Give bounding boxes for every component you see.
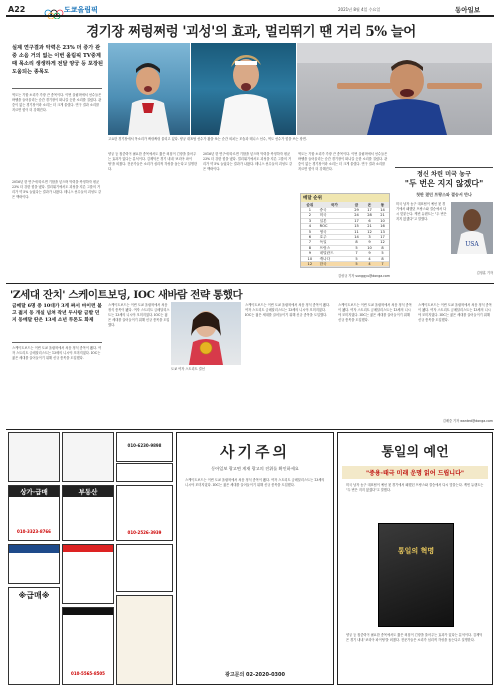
medal-cell: 한국: [319, 262, 350, 267]
medal-cell: 28: [363, 213, 376, 218]
second-body-col4: 스케이트보드는 이번 도쿄 올림픽에서 처음 정식 종목이 됐다. 여자 스트리트 금메달리스트는 13세의 니시야 모미지였다. IOC는 젊은 세대를 끌어들이기 위해 신규 종목을 도입했다.: [338, 303, 412, 322]
medal-cell: 14: [350, 235, 363, 240]
skateboarder-photo: [171, 302, 241, 365]
medal-cell: 5: [350, 262, 363, 267]
book-ad-title: 통일의 예언: [381, 445, 449, 460]
medal-cell: 일본: [319, 218, 350, 223]
paper-name: 동아일보: [455, 6, 481, 14]
lead-divider: [12, 88, 102, 89]
medal-cell: 21: [363, 224, 376, 229]
medal-cell: 12: [301, 262, 319, 267]
medal-table-grid: [301, 202, 389, 267]
medal-cell: 7: [301, 240, 319, 245]
medal-cell: 1: [301, 208, 319, 213]
medal-cell: 8: [376, 245, 389, 250]
side-byline: 김정훈 기자: [476, 271, 493, 275]
medal-cell: 5: [301, 229, 319, 234]
medal-cell: 5: [350, 256, 363, 261]
side-headline: 정신 차린 미국 농구: [416, 171, 472, 178]
medal-cell: 네덜란드: [319, 251, 350, 256]
real-estate-ad-1-phone: 010-3323-8766: [17, 529, 51, 534]
book-cover-image: [378, 523, 454, 627]
medal-cell: 3: [363, 235, 376, 240]
classified-ad-4: [116, 463, 173, 482]
second-lead-divider: [12, 342, 102, 343]
medal-cell: 5: [350, 245, 363, 250]
medal-cell: 8: [350, 240, 363, 245]
archer-photo: [108, 43, 190, 135]
side-body: 미국 남자 농구 대표팀이 예선 첫 경기에서 패했던 프랑스와 결승에서 다시 맞붙는다. 케빈 듀랜트는 "두 번은 지지 않겠다"고 말했다.: [396, 202, 447, 221]
masthead-rule: [6, 15, 494, 17]
medal-header-cell: 은: [367, 202, 372, 207]
classified-ad-3-phone: 010-6230-9898: [127, 443, 162, 448]
svg-text:USA: USA: [465, 241, 479, 248]
main-body-col5: 역도는 기합 소리가 가장 큰 종목이다. 이번 올림픽에서 선수들은 바벨을 들어올리는 순간 경기장이 떠나갈 듯한 소리를 질렀다. 관중이 없는 경기장이라 소리는 더 크게 울렸다. 연구 결과 소리를 지르면 힘이 더 강해진다.: [298, 152, 388, 171]
medal-cell: 독일: [319, 240, 350, 245]
ads-rule: [6, 429, 494, 430]
real-estate-ad-1-title: 상가·급매: [9, 486, 59, 497]
fraud-warning-body: 스케이트보드는 이번 도쿄 올림픽에서 처음 정식 종목이 됐다. 여자 스트리트 금메달리스트는 13세의 니시야 모미지였다. IOC는 젊은 세대를 끌어들이기 위해 신규 종목을 도입했다.: [185, 478, 325, 487]
medal-cell: 5: [376, 251, 389, 256]
medal-cell: 4: [301, 224, 319, 229]
classified-ad-2: [62, 432, 114, 482]
real-estate-ad-2-title: 부동산: [63, 486, 113, 497]
main-lead: 실제 연구결과 악력은 23% 더 증가 관중 소음 거의 없는 이번 올림픽 TV중계 때 목소리 생생하게 전달 양궁 등 포장된 도움되는 종목도: [12, 45, 104, 75]
classified-ad-8: [116, 595, 173, 685]
basketball-player-photo: [451, 202, 493, 254]
medal-header-cell: 순위: [306, 202, 314, 207]
medal-cell: 9: [301, 251, 319, 256]
second-story-rule: [6, 283, 494, 284]
medal-cell: 14: [376, 208, 389, 213]
issue-date: 2021년 8월 4일 수요일: [338, 7, 381, 12]
section-label: 도쿄올림픽: [64, 6, 98, 14]
medal-cell: 7: [376, 262, 389, 267]
medal-cell: 3: [301, 218, 319, 223]
medal-cell: 4: [363, 262, 376, 267]
main-photo-caption: 고요한 경기장에서 목소리가 쩌렁쩌렁 울리고 있다. 양궁 대표팀 선수가 활을 쏘는 순간 외치는 모습과 테니스 선수, 역도 선수가 힘을 쓰는 장면.: [108, 137, 307, 141]
medal-cell: ROC: [319, 224, 350, 229]
medal-row: [301, 262, 389, 267]
real-estate-ad-2: [62, 485, 114, 541]
medal-cell: 17: [376, 235, 389, 240]
fraud-warning-ad: [176, 432, 334, 685]
real-estate-ad-3: [116, 485, 173, 541]
medal-cell: 4: [363, 256, 376, 261]
main-body-col1: 역도는 기합 소리가 가장 큰 종목이다. 이번 올림픽에서 선수들은 바벨을 들어올리는 순간 경기장이 떠나갈 듯한 소리를 질렀다. 관중이 없는 경기장이라 소리는 더 크게 울렸다. 연구 결과 소리를 지르면 힘이 더 강해진다.: [12, 93, 102, 112]
medal-cell: 6: [301, 235, 319, 240]
medal-header-cell: 금: [354, 202, 359, 207]
classified-ad-5: [62, 544, 114, 604]
medal-cell: 호주: [319, 235, 350, 240]
second-lead: 금메달 6명 중 10대가 3게 짜서 마이런 불고 젊지 동 개실 넘쳐 작년 두사람 금발 던지 동메달 딴은 13세 소년 투톤도 화제: [12, 303, 102, 324]
medal-cell: 10: [363, 245, 376, 250]
medal-header-cell: 국가: [330, 202, 338, 207]
classified-ad-3: [116, 432, 173, 462]
second-body-col3: 스케이트보드는 이번 도쿄 올림픽에서 처음 정식 종목이 됐다. 여자 스트리트 금메달리스트는 13세의 니시야 모미지였다. IOC는 젊은 세대를 끌어들이기 위해 신규 종목을 도입했다.: [245, 303, 331, 317]
side-subheadline: "두 번은 지지 않겠다": [404, 178, 484, 188]
medal-cell: 9: [363, 251, 376, 256]
medal-cell: 10: [301, 256, 319, 261]
medal-cell: 10: [376, 218, 389, 223]
medal-cell: 29: [350, 208, 363, 213]
book-ad: [337, 432, 493, 685]
weightlifter-photo: [297, 43, 492, 135]
side-story-rule: [395, 167, 493, 168]
medal-table-title: 메달 순위: [301, 194, 389, 202]
classified-ad-1: [8, 432, 60, 482]
main-byline: 김성규 기자 sunggyu@donga.com: [337, 274, 390, 278]
second-body-col5: 스케이트보드는 이번 도쿄 올림픽에서 처음 정식 종목이 됐다. 여자 스트리트 금메달리스트는 13세의 니시야 모미지였다. IOC는 젊은 세대를 끌어들이기 위해 신규 종목을 도입했다.: [418, 303, 492, 322]
medal-cell: 8: [301, 245, 319, 250]
medal-cell: 미국: [319, 213, 350, 218]
medal-cell: 24: [350, 213, 363, 218]
medal-cell: 6: [363, 218, 376, 223]
book-ad-footer: 양궁 등 집중력이 필요한 종목에서도 짧은 외침이 긴장을 풀어주는 효과가 있다는 분석이다. 김제덕은 경기 내내 '코리아 파이팅'을 외쳤다. 전문가들은 소리가 심리적 각성을 돕는다고 설명한다.: [346, 633, 483, 642]
medal-header-cell: 동: [380, 202, 385, 207]
second-photo-caption: 도쿄 여자 스트리트 결선: [171, 367, 205, 371]
medal-cell: 16: [376, 224, 389, 229]
real-estate-ad-1: [8, 485, 60, 541]
medal-cell: 7: [350, 251, 363, 256]
tennis-player-photo: [191, 43, 296, 135]
book-ad-sub: "중용·태극 미래 운명 읽어 드립니다": [342, 466, 488, 479]
second-headline: 'Z세대 잔치' 스케이트보딩, IOC 새바람 전략 통했다: [10, 289, 243, 301]
book-ad-body: 미국 남자 농구 대표팀이 예선 첫 경기에서 패했던 프랑스와 결승에서 다시 맞붙는다. 케빈 듀랜트는 "두 번은 지지 않겠다"고 말했다.: [346, 483, 484, 492]
medal-cell: 12: [363, 229, 376, 234]
medal-table: [300, 193, 390, 268]
fraud-warning-title: 사기주의: [220, 443, 290, 461]
main-body-col2: 2016년 한 연구에 따르면 기합을 넣으며 악력을 측정하자 평균 23% 더 강한 힘을 냈다. 멀리뛰기에서도 괴성을 지른 그룹의 거리가 약 5% 늘었다는 결과가 나왔다. 테니스 선수들의 괴성도 같은 맥락이다.: [12, 180, 102, 199]
main-body-col3: 양궁 등 집중력이 필요한 종목에서도 짧은 외침이 긴장을 풀어주는 효과가 있다는 분석이다. 김제덕은 경기 내내 '코리아 파이팅'을 외쳤다. 전문가들은 소리가 심리적 각성을 돕는다고 설명한다.: [108, 152, 198, 171]
medal-cell: 17: [363, 208, 376, 213]
medal-cell: 영국: [319, 229, 350, 234]
medal-cell: 21: [376, 213, 389, 218]
book-cover-title: 통일의 혁명: [397, 547, 435, 555]
medal-cell: 캐나다: [319, 256, 350, 261]
medal-cell: 프랑스: [319, 245, 350, 250]
medal-cell: 8: [376, 256, 389, 261]
page-number: A22: [8, 5, 26, 14]
second-body-col1: 스케이트보드는 이번 도쿄 올림픽에서 처음 정식 종목이 됐다. 여자 스트리트 금메달리스트는 13세의 니시야 모미지였다. IOC는 젊은 세대를 끌어들이기 위해 신규 종목을 도입했다.: [12, 346, 102, 360]
medal-cell: 중국: [319, 208, 350, 213]
urgent-sale-ad: [8, 587, 60, 685]
medal-cell: 11: [350, 229, 363, 234]
classified-ad-6-phone: 010-5565-8505: [71, 671, 105, 676]
medal-cell: 13: [376, 229, 389, 234]
main-body-col4: 2016년 한 연구에 따르면 기합을 넣으며 악력을 측정하자 평균 23% 더 강한 힘을 냈다. 멀리뛰기에서도 괴성을 지른 그룹의 거리가 약 5% 늘었다는 결과가 나왔다. 테니스 선수들의 괴성도 같은 맥락이다.: [203, 152, 293, 171]
classified-ad-6: [62, 607, 114, 685]
second-byline: 김배중 기자 wanted@donga.com: [442, 419, 493, 423]
second-body-col2: 스케이트보드는 이번 도쿄 올림픽에서 처음 정식 종목이 됐다. 여자 스트리트 금메달리스트는 13세의 니시야 모미지였다. IOC는 젊은 세대를 끌어들이기 위해 신규 종목을 도입했다.: [108, 303, 170, 327]
medal-cell: 12: [376, 240, 389, 245]
fraud-warning-phone: 광고문의 02-2020-0300: [224, 672, 285, 678]
medal-cell: 17: [350, 218, 363, 223]
fraud-warning-sub: 동아일보 광고면 게재 광고의 진위를 확인하세요: [211, 466, 299, 471]
medal-cell: 9: [363, 240, 376, 245]
medal-cell: 15: [350, 224, 363, 229]
main-headline: 경기장 쩌렁쩌렁 '괴성'의 효과, 멀리뛰기 땐 거리 5% 늘어: [86, 24, 416, 40]
side-deck: 첫판 졌던 프랑스와 결승서 만나: [416, 192, 472, 197]
urgent-sale-ad-title: ※급매※: [18, 591, 50, 600]
apartment-ad: [8, 544, 60, 584]
real-estate-ad-3-phone: 010-2526-3939: [127, 530, 162, 535]
medal-cell: 2: [301, 213, 319, 218]
classified-ad-7: [116, 544, 173, 592]
